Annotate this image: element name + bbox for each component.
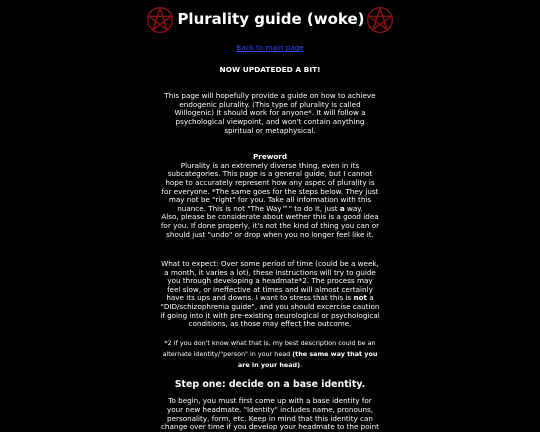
step-one-heading: Step one: decide on a base identity. [174, 378, 366, 390]
expectations-text-2: a "DID/schizophrenia guide", and you should excercise caution if going into it with pre-existing neurological or psychological conditions, as those may effect the outcome. [160, 293, 380, 329]
intro-paragraph: This page will hopefully provide a guide on how to achieve endogenic plurality. (This type of plurality is called Willogenic) It should work for anyone*. It will follow a psychological viewpoint, and won't contain anything spiritual or metaphysical. [164, 91, 376, 135]
preword-emphasis: a [339, 203, 345, 213]
header [146, 6, 394, 38]
page-title: Plurality guide (woke) [177, 10, 365, 28]
preword-text-1: Plurality is an extremely diverse thing, even in its subcategories. This page is a general guide, but I cannot hope to accurately represent how any aspec of plurality is for everyone. *The same goes for the steps below. They just may not be "right" for you. Take all information with this nuance. This is not "The Way™" to do it, just [161, 160, 379, 213]
footnote-text: *2 If you don't know what that is, my best description could be an alternate identity/"person" in your head [162, 338, 376, 358]
preword-text-2: way. [344, 203, 363, 213]
preword-heading: Preword [253, 152, 287, 162]
footnote-end: . [300, 360, 303, 369]
footnote-emphasis: (the same way that you are in your head) [237, 349, 378, 369]
expectations-emphasis: not [353, 293, 367, 303]
back-to-main-link[interactable]: Back to main page [236, 43, 304, 52]
main-content [160, 44, 380, 432]
preword-text-3: Also, please be considerate about wether this is a good idea for you. If done properly, it's not the kind of thing you can or should just "undo" or drop when you no longer feel like it. [160, 212, 380, 239]
step-one-paragraph: To begin, you must first come up with a base identity for your new headmate. "Identity" includes name, pronouns, personality, form, etc. Keep in mind that this identity can change over time if you develop your headmate to the point [160, 396, 379, 432]
expectations-text-1: What to expect: Over some period of time (could be a week, a month, it varies a lot), these instructions will try to guide you through developing a headmate*2. The process may feel slow, or ineffective at times and will almost certainly have its ups and downs. I want to stress that this is [161, 259, 379, 303]
preword-paragraph [160, 162, 380, 239]
footnote [160, 338, 380, 371]
expectations-paragraph [160, 260, 380, 329]
back-link-container [160, 44, 380, 53]
update-notice: NOW UPDATEDED A BIT! [219, 64, 321, 74]
pentagram-icon [146, 6, 174, 34]
pentagram-icon [366, 6, 394, 34]
